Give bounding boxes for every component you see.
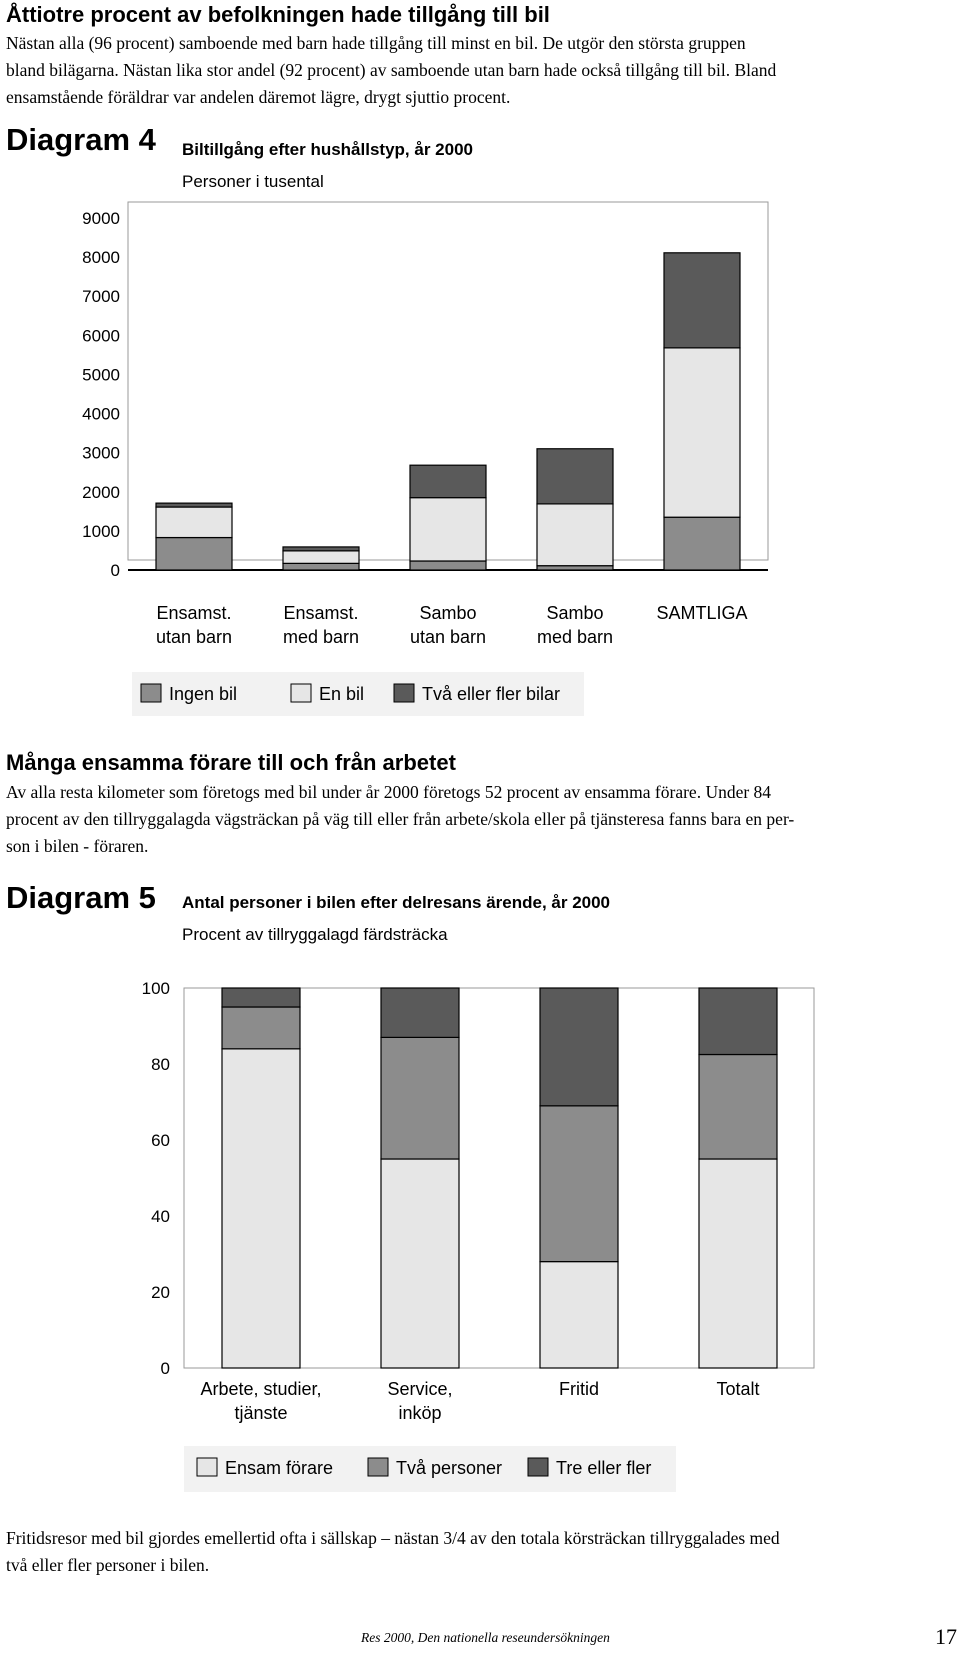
x-category-label: utan barn: [155, 627, 233, 647]
x-category-label: Totalt: [716, 1379, 760, 1399]
bar-segment-två-personer: [699, 1055, 777, 1160]
y-tick-label: 6000: [82, 326, 120, 346]
text-line: Av alla resta kilometer som företogs med bil under år 2000 företogs 52 procent av ensamma förare. Under 84: [6, 782, 772, 802]
y-tick-label: 0: [160, 1359, 170, 1378]
bar-segment-ingen-bil: [283, 563, 359, 570]
chart-car-access: [0, 190, 960, 730]
chart-persons-in-car: [0, 970, 960, 1510]
paragraph-solo-drivers: [6, 779, 926, 860]
footer-publication: Res 2000, Den nationella reseundersökningen: [361, 1630, 610, 1645]
bar-segment-en-bil: [410, 498, 486, 561]
legend-swatch: [197, 1458, 217, 1476]
legend-label: En bil: [319, 684, 365, 704]
bar-segment-ensam-förare: [699, 1159, 777, 1368]
bar-segment-två-eller-fler-bilar: [283, 547, 359, 551]
paragraph-car-access: [6, 30, 926, 111]
y-tick-label: 2000: [82, 482, 120, 502]
legend-swatch: [528, 1458, 548, 1476]
y-tick-label: 40: [151, 1207, 170, 1226]
legend-label: Ensam förare: [225, 1458, 334, 1478]
bar-segment-ensam-förare: [222, 1049, 300, 1368]
y-tick-label: 4000: [82, 404, 120, 424]
y-tick-label: 100: [141, 979, 170, 998]
x-category-label: Fritid: [559, 1379, 599, 1399]
text-line: ensamstående föräldrar var andelen däremot lägre, drygt sjuttio procent.: [6, 87, 511, 107]
y-tick-label: 1000: [82, 521, 120, 541]
x-category-label: tjänste: [234, 1403, 288, 1423]
legend-swatch: [394, 684, 414, 702]
page-number: 17: [935, 1624, 957, 1649]
section-heading-car-access: Åttiotre procent av befolkningen hade tillgång till bil: [6, 2, 550, 27]
legend-swatch: [141, 684, 161, 702]
bar-segment-två-personer: [381, 1037, 459, 1159]
diagram-4-label: Diagram 4: [6, 122, 156, 157]
bar-segment-en-bil: [664, 348, 740, 517]
x-category-label: Ensamst.: [283, 603, 359, 623]
bar-segment-tre-eller-fler: [381, 988, 459, 1037]
text-line: bland bilägarna. Nästan lika stor andel (92 procent) av samboende utan barn hade också tillgång till bil. Bland: [6, 60, 777, 80]
bar-segment-ensam-förare: [540, 1262, 618, 1368]
x-category-label: utan barn: [409, 627, 487, 647]
y-tick-label: 20: [151, 1283, 170, 1302]
x-category-label: inköp: [398, 1403, 442, 1423]
y-tick-label: 3000: [82, 443, 120, 463]
y-tick-label: 7000: [82, 287, 120, 307]
section-heading-solo-drivers: Många ensamma förare till och från arbetet: [6, 750, 456, 775]
x-category-label: Arbete, studier,: [200, 1379, 322, 1399]
y-tick-label: 8000: [82, 248, 120, 268]
bar-segment-två-eller-fler-bilar: [664, 253, 740, 348]
bar-segment-en-bil: [156, 507, 232, 538]
legend-label: Två personer: [396, 1458, 503, 1478]
legend-label: Tre eller fler: [556, 1458, 652, 1478]
x-category-label: SAMTLIGA: [656, 603, 748, 623]
x-category-label: Sambo: [419, 603, 477, 623]
text-line: procent av den tillryggalagda vägsträckan på väg till eller från arbete/skola eller på tjänsteresa fanns bara en per-: [6, 809, 795, 829]
bar-segment-två-personer: [222, 1007, 300, 1049]
y-tick-label: 80: [151, 1055, 170, 1074]
bar-segment-ingen-bil: [664, 517, 740, 570]
legend-label: Ingen bil: [169, 684, 238, 704]
bar-segment-en-bil: [283, 551, 359, 564]
bar-segment-två-eller-fler-bilar: [156, 503, 232, 507]
text-line: Nästan alla (96 procent) samboende med barn hade tillgång till minst en bil. De utgör den största gruppen: [6, 33, 746, 53]
y-tick-label: 60: [151, 1131, 170, 1150]
y-tick-label: 5000: [82, 365, 120, 385]
bar-segment-tre-eller-fler: [540, 988, 618, 1106]
bar-segment-ensam-förare: [381, 1159, 459, 1368]
text-line: Fritidsresor med bil gjordes emellertid ofta i sällskap – nästan 3/4 av den totala körsträckan tillryggalades med: [6, 1528, 780, 1548]
bar-segment-två-eller-fler-bilar: [537, 449, 613, 504]
diagram-4-subtitle: Personer i tusental: [182, 172, 324, 191]
diagram-5-label: Diagram 5: [6, 880, 156, 915]
x-category-label: med barn: [282, 627, 360, 647]
legend-swatch: [368, 1458, 388, 1476]
bar-segment-ingen-bil: [156, 538, 232, 570]
diagram-5-subtitle: Procent av tillryggalagd färdsträcka: [182, 925, 448, 944]
bar-segment-ingen-bil: [537, 566, 613, 570]
bar-segment-tre-eller-fler: [222, 988, 300, 1007]
diagram-5-title: Antal personer i bilen efter delresans ärende, år 2000: [182, 893, 611, 912]
y-tick-label: 0: [110, 561, 120, 580]
text-line: två eller fler personer i bilen.: [6, 1555, 210, 1575]
legend-swatch: [291, 684, 311, 702]
y-tick-label: 9000: [82, 209, 120, 228]
bar-segment-två-eller-fler-bilar: [410, 465, 486, 497]
legend-label: Två eller fler bilar: [422, 684, 561, 704]
bar-segment-två-personer: [540, 1106, 618, 1262]
bar-segment-en-bil: [537, 504, 613, 566]
text-line: son i bilen - föraren.: [6, 836, 149, 856]
x-category-label: med barn: [536, 627, 614, 647]
x-category-label: Ensamst.: [156, 603, 232, 623]
diagram-4-title: Biltillgång efter hushållstyp, år 2000: [182, 140, 473, 159]
paragraph-leisure-trips: [6, 1525, 926, 1579]
x-category-label: Service,: [387, 1379, 453, 1399]
bar-segment-ingen-bil: [410, 561, 486, 570]
bar-segment-tre-eller-fler: [699, 988, 777, 1055]
x-category-label: Sambo: [546, 603, 604, 623]
